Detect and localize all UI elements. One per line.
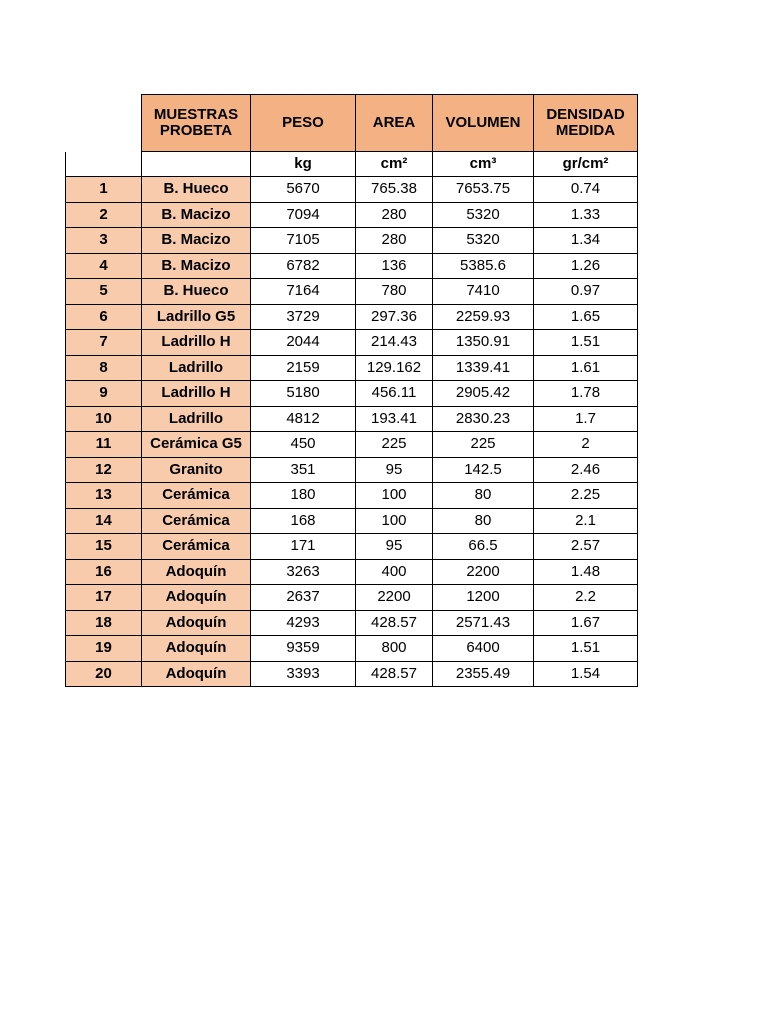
area-value: 800 xyxy=(356,636,433,662)
densidad-value: 1.51 xyxy=(534,636,638,662)
table-row xyxy=(66,661,638,687)
densidad-value: 1.33 xyxy=(534,202,638,228)
table-row xyxy=(66,330,638,356)
row-number: 20 xyxy=(66,661,142,687)
unit-area: cm² xyxy=(356,152,433,177)
row-number: 17 xyxy=(66,585,142,611)
volumen-value: 66.5 xyxy=(433,534,534,560)
peso-value: 180 xyxy=(251,483,356,509)
peso-value: 7164 xyxy=(251,279,356,305)
densidad-value: 1.7 xyxy=(534,406,638,432)
table-row xyxy=(66,534,638,560)
area-value: 129.162 xyxy=(356,355,433,381)
sample-name: B. Macizo xyxy=(142,202,251,228)
volumen-value: 6400 xyxy=(433,636,534,662)
table-row xyxy=(66,457,638,483)
densidad-value: 1.61 xyxy=(534,355,638,381)
volumen-value: 2259.93 xyxy=(433,304,534,330)
volumen-value: 80 xyxy=(433,483,534,509)
peso-value: 4293 xyxy=(251,610,356,636)
header-area: AREA xyxy=(356,95,433,152)
table-row xyxy=(66,177,638,203)
corner-cell xyxy=(66,95,142,152)
densidad-value: 1.34 xyxy=(534,228,638,254)
area-value: 456.11 xyxy=(356,381,433,407)
sample-name: Ladrillo xyxy=(142,355,251,381)
table-row xyxy=(66,253,638,279)
table-row xyxy=(66,381,638,407)
densidad-value: 2.46 xyxy=(534,457,638,483)
volumen-value: 225 xyxy=(433,432,534,458)
peso-value: 4812 xyxy=(251,406,356,432)
densidad-value: 2.25 xyxy=(534,483,638,509)
sample-name: Cerámica xyxy=(142,483,251,509)
units-corner-cell xyxy=(66,152,142,177)
peso-value: 351 xyxy=(251,457,356,483)
area-value: 280 xyxy=(356,202,433,228)
area-value: 780 xyxy=(356,279,433,305)
area-value: 428.57 xyxy=(356,610,433,636)
volumen-value: 5385.6 xyxy=(433,253,534,279)
header-densidad: DENSIDAD MEDIDA xyxy=(534,95,638,152)
sample-name: Ladrillo xyxy=(142,406,251,432)
table-row xyxy=(66,406,638,432)
peso-value: 3263 xyxy=(251,559,356,585)
units-muestras-cell xyxy=(142,152,251,177)
row-number: 13 xyxy=(66,483,142,509)
peso-value: 6782 xyxy=(251,253,356,279)
volumen-value: 2830.23 xyxy=(433,406,534,432)
unit-peso: kg xyxy=(251,152,356,177)
table-row xyxy=(66,279,638,305)
peso-value: 5180 xyxy=(251,381,356,407)
table-row xyxy=(66,483,638,509)
volumen-value: 2200 xyxy=(433,559,534,585)
sample-name: Cerámica G5 xyxy=(142,432,251,458)
sample-name: Ladrillo H xyxy=(142,381,251,407)
peso-value: 2637 xyxy=(251,585,356,611)
sample-name: B. Macizo xyxy=(142,228,251,254)
area-value: 765.38 xyxy=(356,177,433,203)
row-number: 18 xyxy=(66,610,142,636)
sample-name: B. Hueco xyxy=(142,279,251,305)
unit-densidad: gr/cm² xyxy=(534,152,638,177)
row-number: 3 xyxy=(66,228,142,254)
area-value: 297.36 xyxy=(356,304,433,330)
row-number: 14 xyxy=(66,508,142,534)
volumen-value: 2905.42 xyxy=(433,381,534,407)
area-value: 280 xyxy=(356,228,433,254)
header-row xyxy=(66,95,638,152)
volumen-value: 7653.75 xyxy=(433,177,534,203)
volumen-value: 7410 xyxy=(433,279,534,305)
sample-name: Cerámica xyxy=(142,508,251,534)
peso-value: 168 xyxy=(251,508,356,534)
densidad-value: 1.51 xyxy=(534,330,638,356)
sample-name: B. Hueco xyxy=(142,177,251,203)
sample-name: Granito xyxy=(142,457,251,483)
volumen-value: 142.5 xyxy=(433,457,534,483)
volumen-value: 80 xyxy=(433,508,534,534)
table-row xyxy=(66,559,638,585)
sample-name: Ladrillo H xyxy=(142,330,251,356)
table-row xyxy=(66,355,638,381)
peso-value: 450 xyxy=(251,432,356,458)
area-value: 136 xyxy=(356,253,433,279)
row-number: 8 xyxy=(66,355,142,381)
area-value: 428.57 xyxy=(356,661,433,687)
row-number: 10 xyxy=(66,406,142,432)
volumen-value: 1350.91 xyxy=(433,330,534,356)
densidad-value: 2.2 xyxy=(534,585,638,611)
header-peso: PESO xyxy=(251,95,356,152)
row-number: 1 xyxy=(66,177,142,203)
area-value: 100 xyxy=(356,483,433,509)
row-number: 2 xyxy=(66,202,142,228)
densidad-value: 1.78 xyxy=(534,381,638,407)
densidad-value: 1.65 xyxy=(534,304,638,330)
densidad-value: 1.26 xyxy=(534,253,638,279)
volumen-value: 2355.49 xyxy=(433,661,534,687)
volumen-value: 5320 xyxy=(433,202,534,228)
row-number: 11 xyxy=(66,432,142,458)
peso-value: 7094 xyxy=(251,202,356,228)
row-number: 6 xyxy=(66,304,142,330)
volumen-value: 1200 xyxy=(433,585,534,611)
row-number: 12 xyxy=(66,457,142,483)
sample-name: Adoquín xyxy=(142,636,251,662)
area-value: 214.43 xyxy=(356,330,433,356)
peso-value: 2044 xyxy=(251,330,356,356)
area-value: 100 xyxy=(356,508,433,534)
row-number: 9 xyxy=(66,381,142,407)
table-body xyxy=(66,177,638,687)
peso-value: 7105 xyxy=(251,228,356,254)
header-volumen: VOLUMEN xyxy=(433,95,534,152)
row-number: 7 xyxy=(66,330,142,356)
sample-name: Cerámica xyxy=(142,534,251,560)
table-row xyxy=(66,585,638,611)
area-value: 95 xyxy=(356,457,433,483)
area-value: 400 xyxy=(356,559,433,585)
peso-value: 3393 xyxy=(251,661,356,687)
sample-name: Adoquín xyxy=(142,610,251,636)
row-number: 4 xyxy=(66,253,142,279)
peso-value: 5670 xyxy=(251,177,356,203)
volumen-value: 1339.41 xyxy=(433,355,534,381)
densidad-value: 1.54 xyxy=(534,661,638,687)
sample-name: Ladrillo G5 xyxy=(142,304,251,330)
table-row xyxy=(66,432,638,458)
row-number: 16 xyxy=(66,559,142,585)
units-row xyxy=(66,152,638,177)
table-row xyxy=(66,636,638,662)
sample-name: Adoquín xyxy=(142,585,251,611)
area-value: 225 xyxy=(356,432,433,458)
header-muestras: MUESTRAS PROBETA xyxy=(142,95,251,152)
row-number: 15 xyxy=(66,534,142,560)
densidad-value: 1.48 xyxy=(534,559,638,585)
area-value: 95 xyxy=(356,534,433,560)
peso-value: 3729 xyxy=(251,304,356,330)
unit-volumen: cm³ xyxy=(433,152,534,177)
sample-name: B. Macizo xyxy=(142,253,251,279)
row-number: 5 xyxy=(66,279,142,305)
volumen-value: 5320 xyxy=(433,228,534,254)
peso-value: 9359 xyxy=(251,636,356,662)
density-table xyxy=(65,94,638,687)
densidad-value: 0.74 xyxy=(534,177,638,203)
table-row xyxy=(66,508,638,534)
sample-name: Adoquín xyxy=(142,661,251,687)
table-row xyxy=(66,610,638,636)
densidad-value: 0.97 xyxy=(534,279,638,305)
densidad-value: 2 xyxy=(534,432,638,458)
table-row xyxy=(66,304,638,330)
row-number: 19 xyxy=(66,636,142,662)
densidad-value: 2.57 xyxy=(534,534,638,560)
table-row xyxy=(66,228,638,254)
volumen-value: 2571.43 xyxy=(433,610,534,636)
peso-value: 171 xyxy=(251,534,356,560)
sample-name: Adoquín xyxy=(142,559,251,585)
table-row xyxy=(66,202,638,228)
peso-value: 2159 xyxy=(251,355,356,381)
area-value: 2200 xyxy=(356,585,433,611)
densidad-value: 2.1 xyxy=(534,508,638,534)
densidad-value: 1.67 xyxy=(534,610,638,636)
area-value: 193.41 xyxy=(356,406,433,432)
